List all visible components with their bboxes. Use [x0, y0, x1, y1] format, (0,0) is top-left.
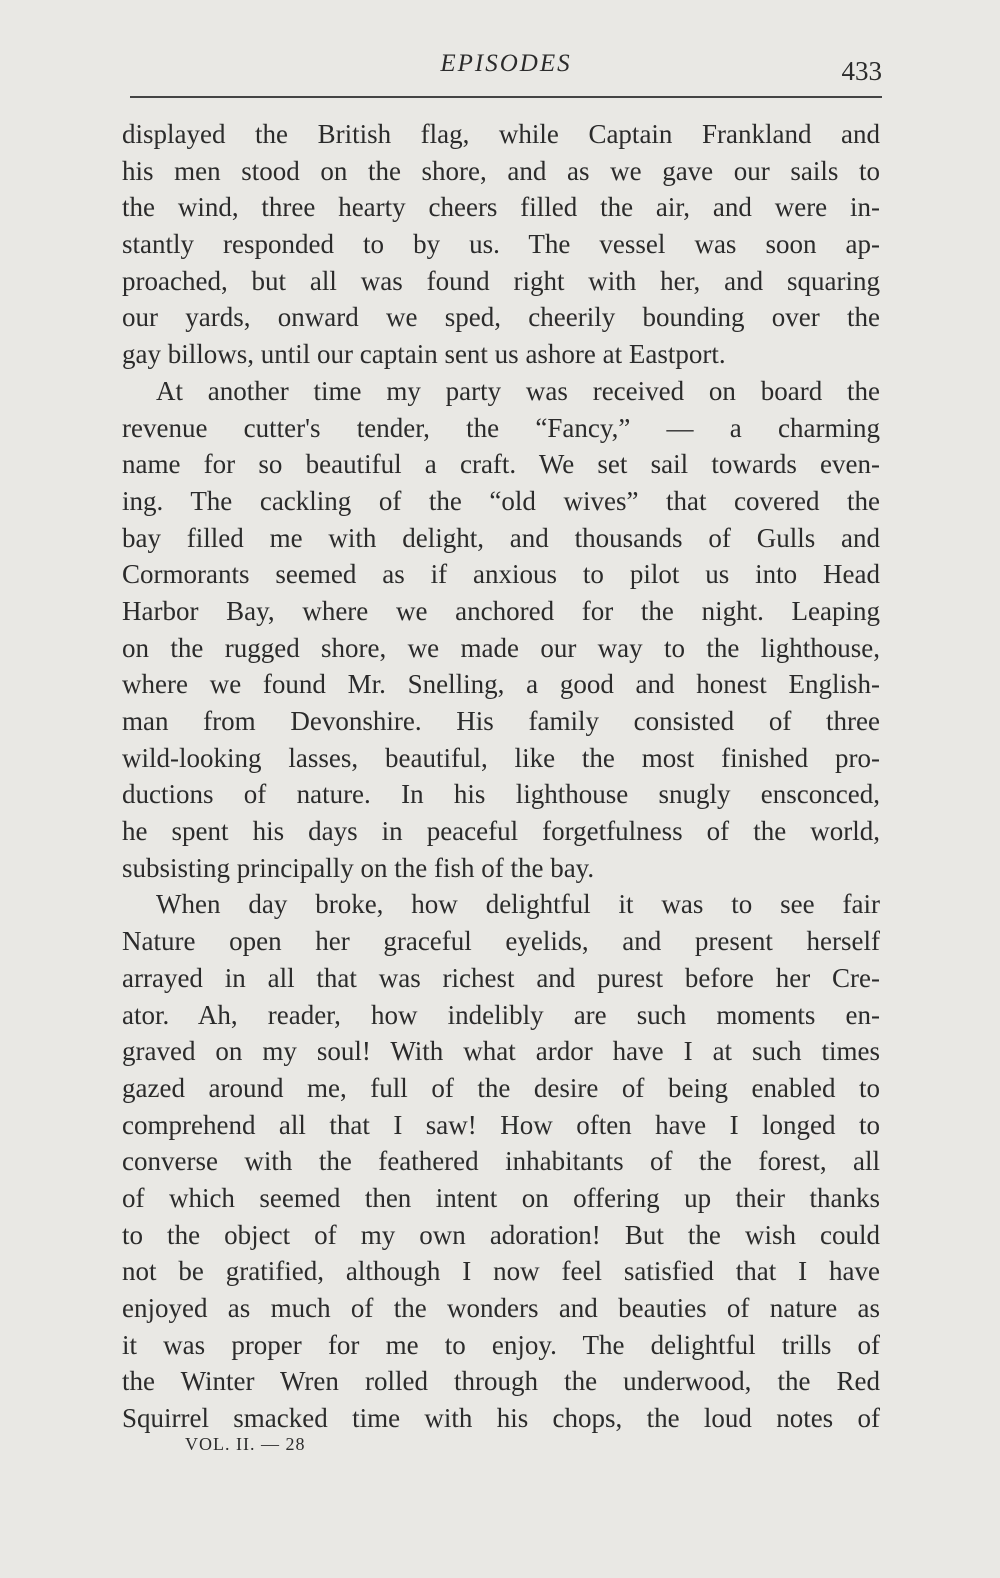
text-line: ing. The cackling of the “old wives” that covered the	[122, 485, 880, 516]
text-line: arrayed in all that was richest and purest before her Cre-	[122, 962, 880, 993]
text-line: the Winter Wren rolled through the underwood, the Red	[122, 1366, 880, 1397]
text-line: gay billows, until our captain sent us ashore at Eastport.	[122, 339, 726, 370]
text-line: his men stood on the shore, and as we gave our sails to	[122, 155, 880, 186]
text-line: graved on my soul! With what ardor have I at such times	[122, 1036, 880, 1067]
text-line: of which seemed then intent on offering up their thanks	[122, 1182, 880, 1213]
text-line: ator. Ah, reader, how indelibly are such moments en-	[122, 999, 880, 1030]
text-line: where we found Mr. Snelling, a good and honest English-	[122, 669, 880, 700]
text-line: When day broke, how delightful it was to see fair	[156, 889, 880, 920]
text-line: name for so beautiful a craft. We set sail towards even-	[122, 449, 880, 480]
text-line: the wind, three hearty cheers filled the air, and were in-	[122, 192, 880, 223]
text-line: Nature open her graceful eyelids, and present herself	[122, 926, 880, 957]
text-line: enjoyed as much of the wonders and beauties of nature as	[122, 1293, 880, 1323]
text-line: revenue cutter's tender, the “Fancy,” — a charming	[122, 412, 880, 443]
text-line: ductions of nature. In his lighthouse snugly ensconced,	[122, 779, 880, 810]
text-line: it was proper for me to enjoy. The delightful trills of	[122, 1329, 880, 1360]
volume-signature: VOL. II. — 28	[185, 1434, 306, 1454]
text-line: At another time my party was received on board the	[156, 375, 880, 406]
text-line: proached, but all was found right with her, and squaring	[122, 265, 880, 296]
page-header	[130, 50, 882, 98]
text-line: on the rugged shore, we made our way to the lighthouse,	[122, 632, 880, 663]
text-line: our yards, onward we sped, cheerily bounding over the	[122, 302, 880, 333]
text-line: bay filled me with delight, and thousands of Gulls and	[122, 522, 880, 553]
text-line: converse with the feathered inhabitants of the forest, all	[122, 1146, 880, 1177]
text-line: displayed the British flag, while Captain Frankland and	[122, 119, 880, 149]
text-line: wild-looking lasses, beautiful, like the most finished pro-	[122, 742, 880, 773]
text-line: comprehend all that I saw! How often have I longed to	[122, 1109, 880, 1140]
text-line: not be gratified, although I now feel satisfied that I have	[122, 1256, 880, 1287]
text-line: Squirrel smacked time with his chops, the loud notes of	[122, 1403, 880, 1434]
text-line: to the object of my own adoration! But the wish could	[122, 1219, 880, 1250]
text-line: Harbor Bay, where we anchored for the night. Leaping	[122, 595, 880, 626]
text-line: man from Devonshire. His family consisted of three	[122, 706, 880, 736]
text-line: stantly responded to by us. The vessel was soon ap-	[122, 229, 880, 260]
body-text	[122, 116, 880, 1437]
text-line: he spent his days in peaceful forgetfulness of the world,	[122, 816, 880, 847]
text-line: gazed around me, full of the desire of being enabled to	[122, 1072, 880, 1103]
text-line: subsisting principally on the fish of the bay.	[122, 852, 595, 883]
page-number: 433	[841, 56, 882, 86]
running-head: EPISODES	[440, 50, 572, 77]
text-line: Cormorants seemed as if anxious to pilot us into Head	[122, 559, 880, 590]
